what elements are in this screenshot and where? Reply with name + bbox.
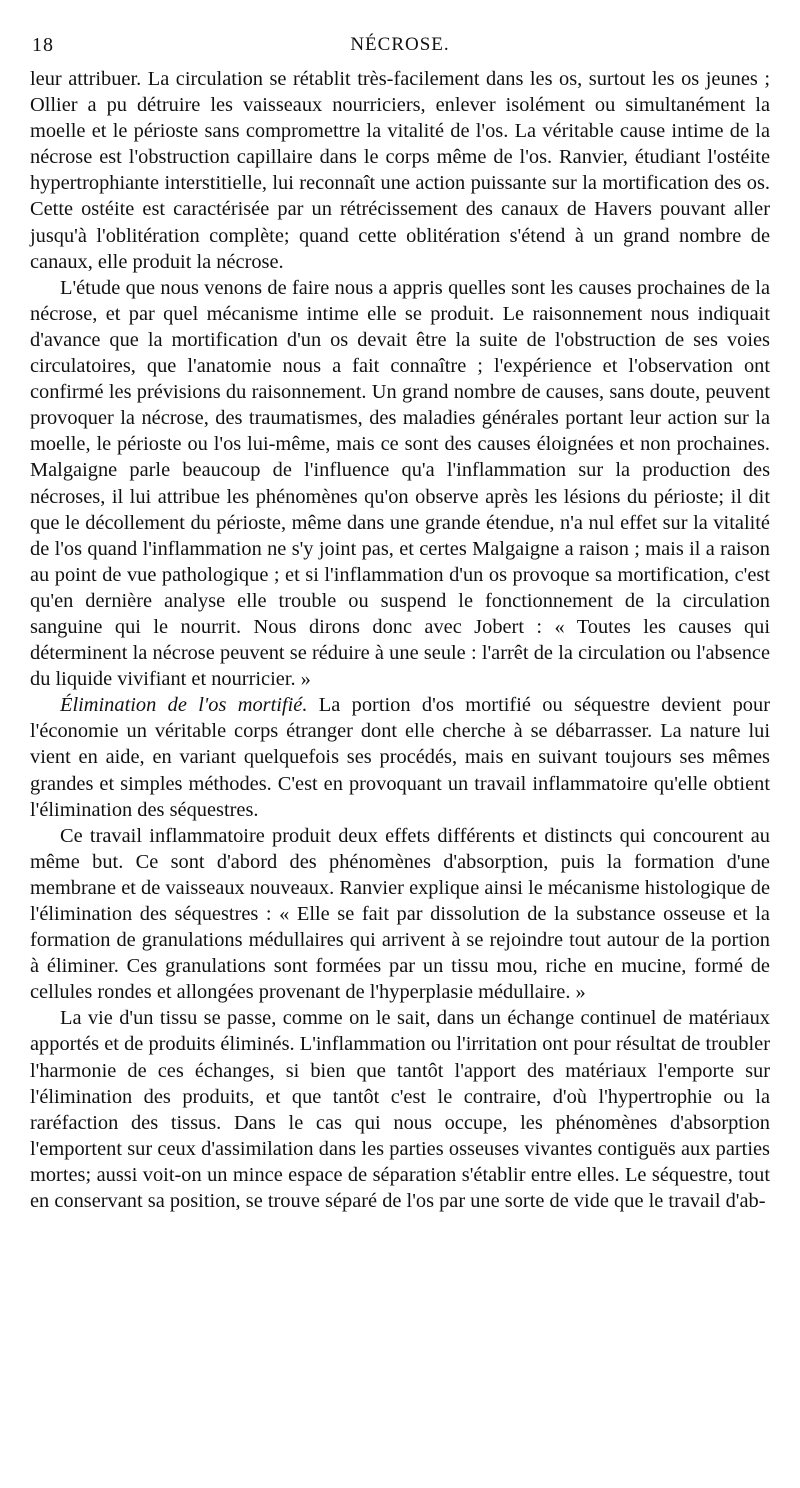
paragraph-text: La vie d'un tissu se passe, comme on le sait, dans un échange continuel de matériaux apportés et de produits éliminés. L'inflammation ou l'irritation ont pour résultat de troubler l'harmonie de ces échanges, si bien que tantôt l'apport des matériaux l'emporte sur l'élimination des produits, et que tantôt c'est le contraire, d'où l'hypertrophie ou la raréfaction des tissus. Dans le cas qui nous occupe, les phénomènes d'absorption l'emportent sur ceux d'assimilation dans les parties osseuses vivantes contiguës aux parties mortes; aussi voit-on un mince espace de séparation s'établir entre elles. Le séquestre, tout en conservant sa position, se trouve séparé de l'os par une sorte de vide que le travail d'ab- xyxy=(30,1007,770,1213)
paragraph-3 xyxy=(30,692,770,822)
paragraph-1 xyxy=(30,66,770,275)
running-title: NÉCROSE. xyxy=(350,34,450,55)
page-number: 18 xyxy=(32,34,54,56)
paragraph-2 xyxy=(30,275,770,693)
section-heading-elimination: Élimination de l'os mortifié. xyxy=(60,694,308,717)
paragraph-text: leur attribuer. La circulation se rétablit très-facilement dans les os, surtout les os jeunes ; Ollier a pu détruire les vaisseaux nourriciers, enlever isolément ou simultanément la moelle et le périoste sans compromettre la vitalité de l'os. La véritable cause intime de la nécrose est l'obstruction capillaire dans le corps même de l'os. Ranvier, étudiant l'ostéite hypertrophiante interstitielle, lui reconnaît une action puissante sur la mortification des os. Cette ostéite est caractérisée par un rétrécissement des canaux de Havers pouvant aller jusqu'à l'oblitération complète; quand cette oblitération s'étend à un grand nombre de canaux, elle produit la nécrose. xyxy=(30,68,770,273)
paragraph-text: La portion d'os mortifié ou séquestre devient pour l'économie un véritable corps étranger dont elle cherche à se débarrasser. La nature lui vient en aide, en variant quelquefois ses procédés, mais en suivant toujours ses mêmes grandes et simples méthodes. C'est en provoquant un travail inflammatoire qu'elle obtient l'élimination des séquestres. xyxy=(30,694,770,821)
body-text xyxy=(30,66,770,1214)
paragraph-text: Ce travail inflammatoire produit deux effets différents et distincts qui concourent au même but. Ce sont d'abord des phénomènes d'absorption, puis la formation d'une membrane et de vaisseaux nouveaux. Ranvier explique ainsi le mécanisme histologique de l'élimination des séquestres : « Elle se fait par dissolution de la substance osseuse et la formation de granulations médullaires qui arrivent à se rejoindre tout autour de la portion à éliminer. Ces granulations sont formées par un tissu mou, riche en mucine, formé de cellules rondes et allongées provenant de l'hyperplasie médullaire. » xyxy=(30,824,770,1004)
paragraph-4 xyxy=(30,823,770,1006)
running-head xyxy=(30,34,770,66)
paragraph-text: L'étude que nous venons de faire nous a appris quelles sont les causes prochaines de la nécrose, et par quel mécanisme intime elle se produit. Le raisonnement nous indiquait d'avance que la mortification d'un os devait être la suite de l'obstruction de ses voies circulatoires, que l'anatomie nous a fait connaître ; l'expérience et l'observation ont confirmé les prévisions du raisonnement. Un grand nombre de causes, sans doute, peuvent provoquer la nécrose, des traumatismes, des maladies générales portant leur action sur la moelle, le périoste ou l'os lui-même, mais ce sont des causes éloignées et non prochaines. Malgaigne parle beaucoup de l'influence qu'a l'inflammation sur la production des nécroses, il lui attribue les phénomènes qu'on observe après les lésions du périoste; il dit que le décollement du périoste, même dans une grande étendue, n'a nul effet sur la vitalité de l'os quand l'inflammation ne s'y joint pas, et certes Malgaigne a raison ; mais il a raison au point de vue pathologique ; et si l'inflammation d'un os provoque sa mortification, c'est qu'en dernière analyse elle trouble ou suspend le fonctionnement de la circulation sanguine qui le nourrit. Nous dirons donc avec Jobert : « Toutes les causes qui déterminent la nécrose peuvent se réduire à une seule : l'arrêt de la circulation ou l'absence du liquide vivifiant et nourricier. » xyxy=(30,276,770,691)
paragraph-5 xyxy=(30,1005,770,1214)
